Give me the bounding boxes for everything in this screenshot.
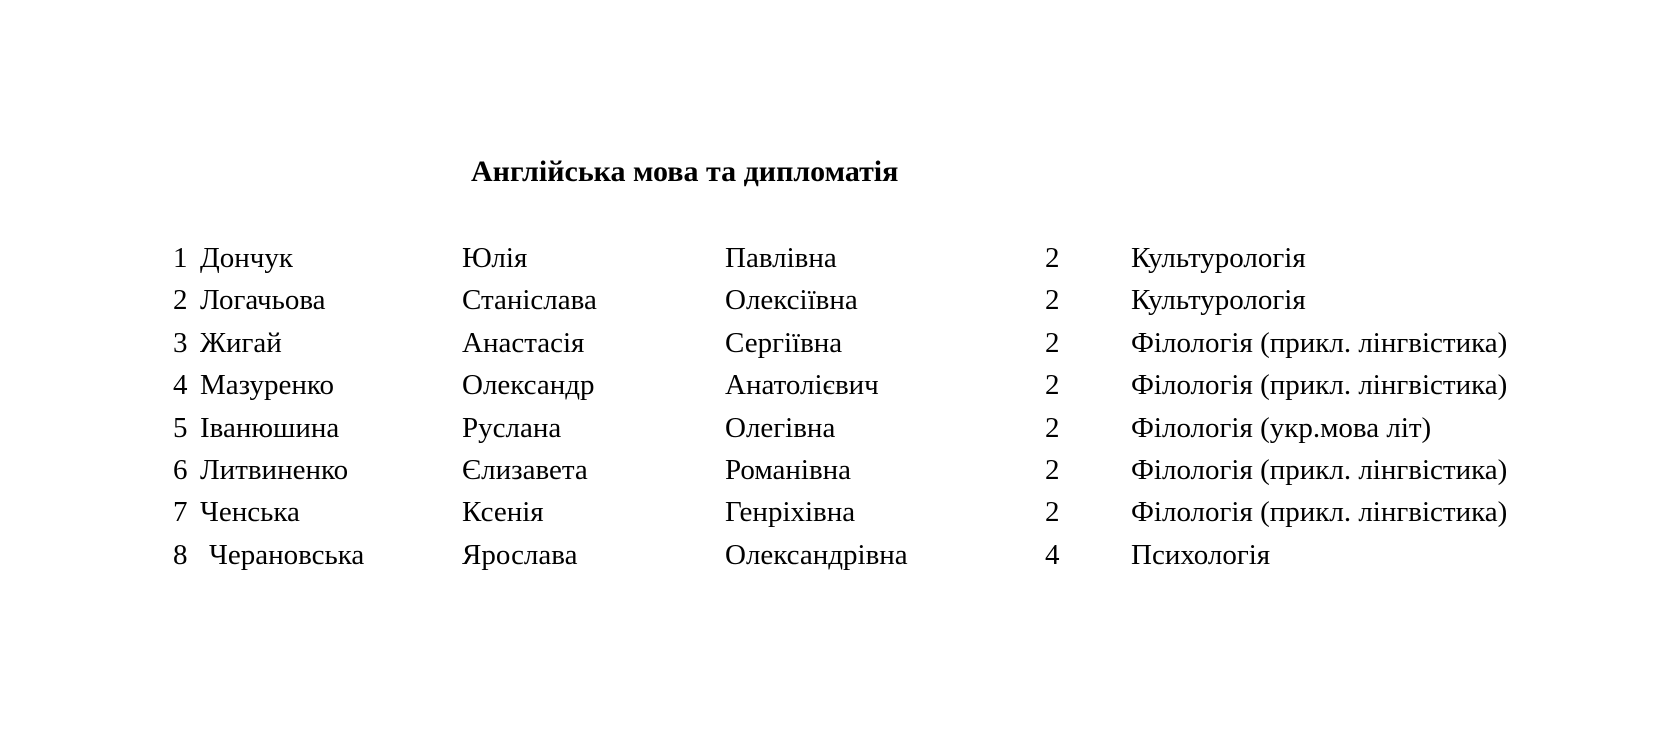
row-number: 7 xyxy=(173,496,188,529)
patronymic: Генріхівна xyxy=(725,496,856,529)
last-name: Жигай xyxy=(200,326,282,359)
list-item xyxy=(0,449,1654,491)
first-name: Єлизавета xyxy=(462,453,588,486)
first-name: Анастасія xyxy=(462,326,585,359)
last-name: Ченська xyxy=(200,496,300,529)
year: 2 xyxy=(1045,411,1060,444)
first-name: Станіслава xyxy=(462,284,597,317)
row-number: 4 xyxy=(173,369,188,402)
year: 2 xyxy=(1045,369,1060,402)
year: 4 xyxy=(1045,538,1060,571)
last-name: Литвиненко xyxy=(200,453,349,486)
row-number: 6 xyxy=(173,453,188,486)
specialty: Філологія (укр.мова літ) xyxy=(1131,411,1432,444)
first-name: Ксенія xyxy=(462,496,544,529)
row-number: 1 xyxy=(173,242,188,274)
year: 2 xyxy=(1045,326,1060,359)
specialty: Філологія (прикл. лінгвістика) xyxy=(1131,496,1508,529)
last-name: Мазуренко xyxy=(200,369,335,402)
first-name: Ярослава xyxy=(462,538,578,571)
year: 2 xyxy=(1045,242,1060,274)
last-name: Дончук xyxy=(200,242,293,274)
patronymic: Павлівна xyxy=(725,242,837,274)
patronymic: Олегівна xyxy=(725,411,836,444)
year: 2 xyxy=(1045,496,1060,529)
patronymic: Анатолієвич xyxy=(725,369,879,402)
list-item xyxy=(0,279,1654,321)
patronymic: Сергіївна xyxy=(725,326,843,359)
specialty: Філологія (прикл. лінгвістика) xyxy=(1131,369,1508,402)
row-number: 3 xyxy=(173,326,188,359)
patronymic: Олександрівна xyxy=(725,538,908,571)
list-item xyxy=(0,407,1654,449)
row-number: 5 xyxy=(173,411,188,444)
first-name: Юлія xyxy=(462,242,528,274)
specialty: Психологія xyxy=(1131,538,1271,571)
document-title: Англійська мова та дипломатія xyxy=(471,155,899,188)
patronymic: Романівна xyxy=(725,453,852,486)
year: 2 xyxy=(1045,284,1060,317)
last-name: Черановська xyxy=(209,538,365,571)
last-name: Логачьова xyxy=(200,284,326,317)
list-item xyxy=(0,237,1654,279)
year: 2 xyxy=(1045,453,1060,486)
first-name: Руслана xyxy=(462,411,562,444)
first-name: Олександр xyxy=(462,369,595,402)
list-item xyxy=(0,534,1654,576)
patronymic: Олексіївна xyxy=(725,284,858,317)
specialty: Культурологія xyxy=(1131,242,1306,274)
list-item xyxy=(0,322,1654,364)
last-name: Іванюшина xyxy=(200,411,340,444)
specialty: Культурологія xyxy=(1131,284,1306,317)
row-number: 8 xyxy=(173,538,188,571)
student-list xyxy=(0,237,1654,576)
list-item xyxy=(0,491,1654,533)
row-number: 2 xyxy=(173,284,188,317)
specialty: Філологія (прикл. лінгвістика) xyxy=(1131,453,1508,486)
specialty: Філологія (прикл. лінгвістика) xyxy=(1131,326,1508,359)
list-item xyxy=(0,364,1654,406)
